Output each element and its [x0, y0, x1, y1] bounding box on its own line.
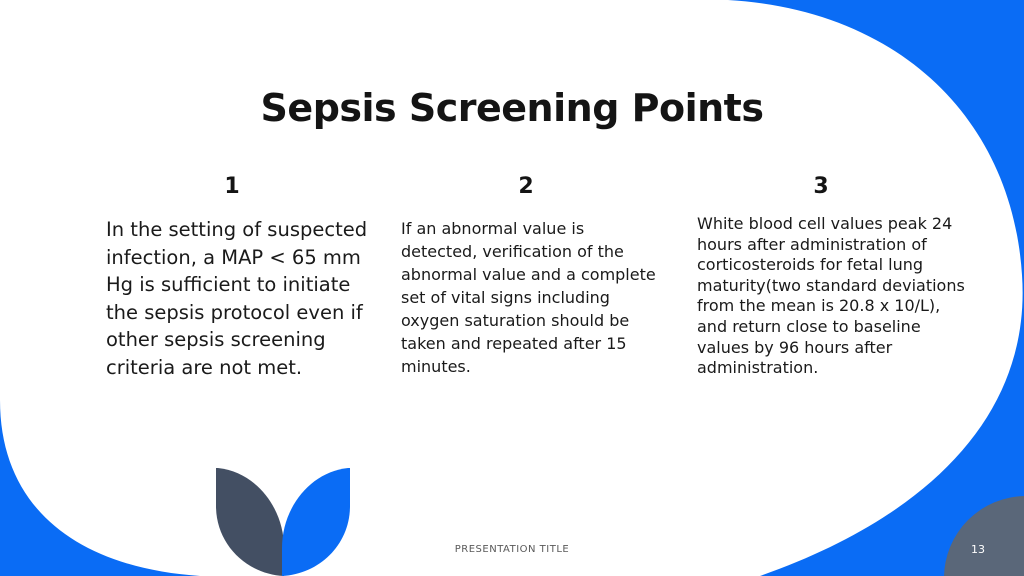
column-3-text: White blood cell values peak 24 hours after administration of corticosteroids for fetal lung maturity(two standard deviations from the mean is 20.8 x 10/L), and return close to baseline values by 96 hours after administration. — [697, 214, 965, 378]
column-2-text: If an abnormal value is detected, verification of the abnormal value and a complete set of vital signs including oxygen saturation should be taken and repeated after 15 minutes. — [401, 219, 656, 376]
column-2-number: 2 — [518, 174, 534, 199]
slide-title: Sepsis Screening Points — [260, 86, 764, 130]
column-1-number: 1 — [224, 174, 240, 199]
bottom-right-slate-circle — [944, 496, 1024, 576]
page-number: 13 — [971, 543, 985, 556]
column-1-text: In the setting of suspected infection, a MAP < 65 mm Hg is sufficient to initiate the sepsis protocol even if other sepsis screening criteria are not met. — [106, 218, 368, 379]
footer-presentation-title: PRESENTATION TITLE — [454, 544, 570, 555]
slate-leaf-shape — [216, 468, 284, 576]
blue-leaf-shape — [282, 468, 350, 576]
column-3-number: 3 — [813, 174, 829, 199]
leaf-logo-graphic — [216, 468, 352, 576]
